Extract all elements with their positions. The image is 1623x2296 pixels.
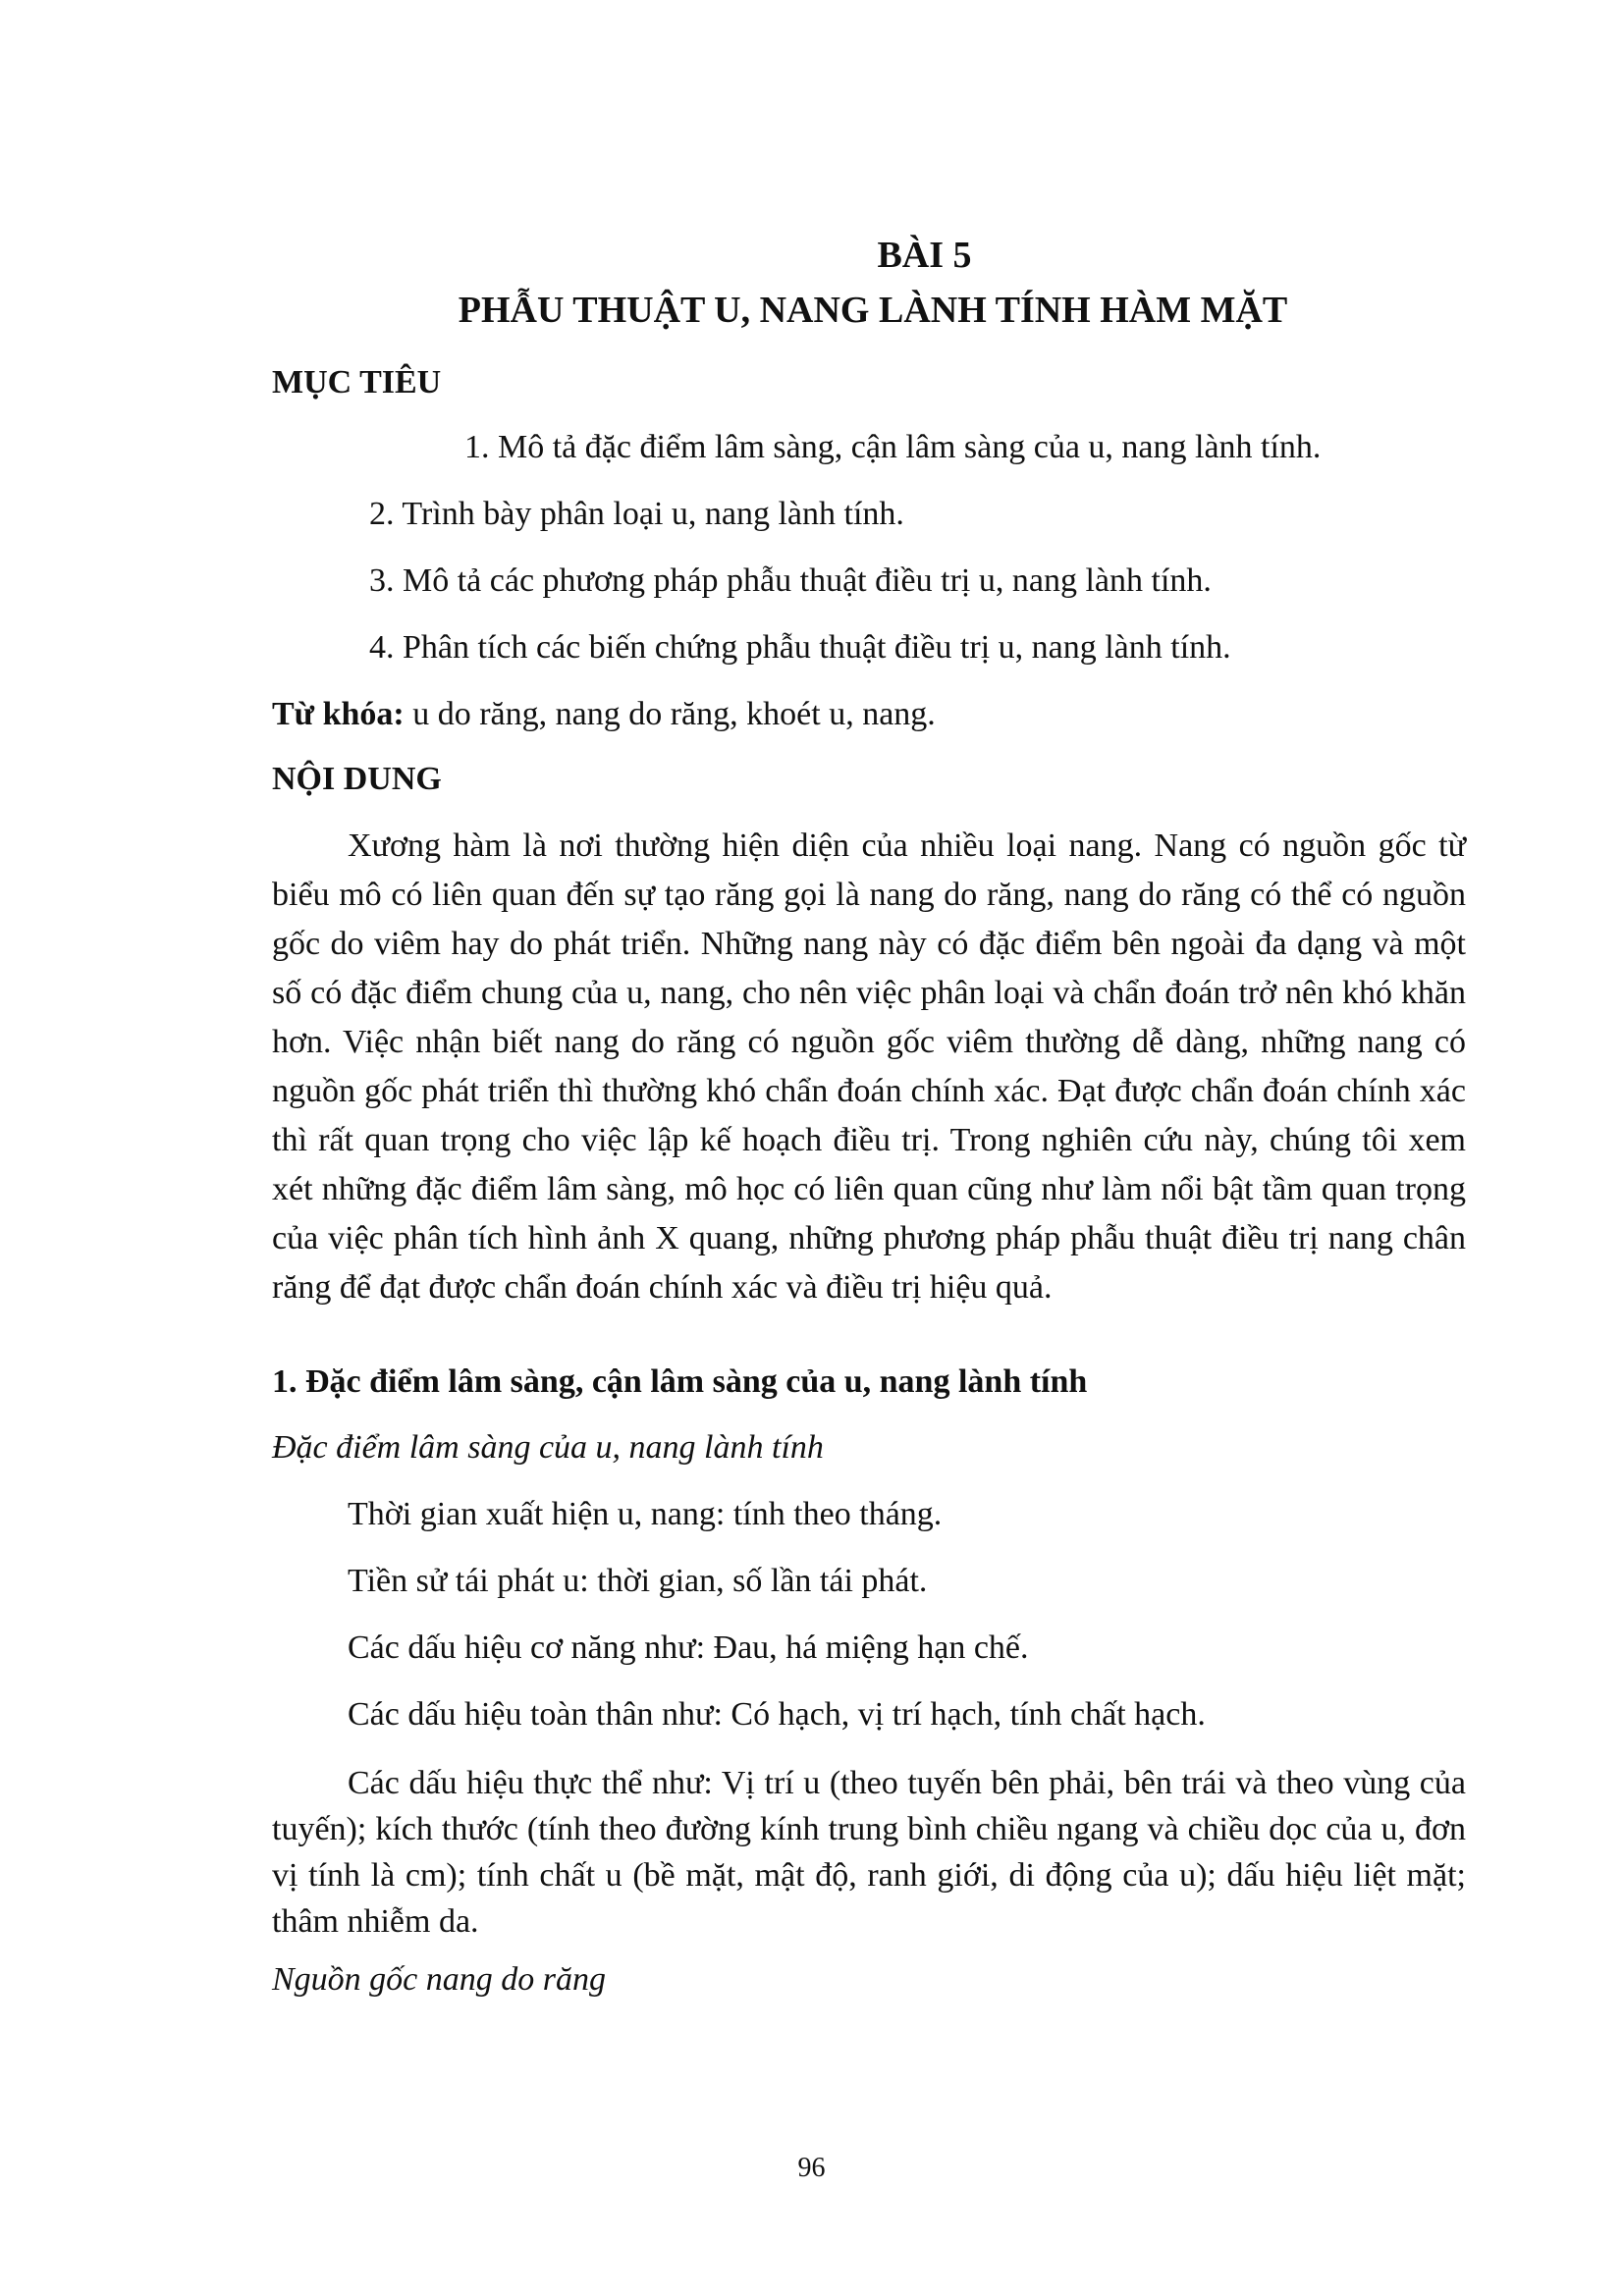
lesson-number: BÀI 5	[877, 235, 972, 276]
clinical-line: Tiền sử tái phát u: thời gian, số lần tái phát.	[348, 1563, 928, 1599]
intro-paragraph: Xương hàm là nơi thường hiện diện của nhiều loại nang. Nang có nguồn gốc từ biểu mô có liên quan đến sự tạo răng gọi là nang do răng, nang do răng có thể có nguồn gốc do viêm hay do phát triển. Những nang này có đặc điểm bên ngoài đa dạng và một số có đặc điểm chung của u, nang, cho nên việc phân loại và chẩn đoán trở nên khó khăn hơn. Việc nhận biết nang do răng có nguồn gốc viêm thường dễ dàng, những nang có nguồn gốc phát triển thì thường khó chẩn đoán chính xác. Đạt được chẩn đoán chính xác thì rất quan trọng cho việc lập kế hoạch điều trị. Trong nghiên cứu này, chúng tôi xem xét những đặc điểm lâm sàng, mô học có liên quan cũng như làm nổi bật tầm quan trọng của việc phân tích hình ảnh X quang, những phương pháp phẫu thuật điều trị nang chân răng để đạt được chẩn đoán chính xác và điều trị hiệu quả.	[272, 828, 1466, 1306]
objective-item: 1. Mô tả đặc điểm lâm sàng, cận lâm sàng của u, nang lành tính.	[464, 429, 1322, 465]
page-number: 96	[797, 2153, 826, 2183]
keywords-label: Từ khóa:	[272, 696, 405, 732]
keywords-line	[272, 696, 936, 733]
section-1-heading: 1. Đặc điểm lâm sàng, cận lâm sàng của u, nang lành tính	[272, 1363, 1088, 1400]
content-heading: NỘI DUNG	[272, 761, 442, 797]
objective-item: 3. Mô tả các phương pháp phẫu thuật điều trị u, nang lành tính.	[369, 562, 1212, 599]
section-1-subheading: Đặc điểm lâm sàng của u, nang lành tính	[272, 1429, 824, 1466]
objectives-heading: MỤC TIÊU	[272, 364, 442, 400]
clinical-line: Thời gian xuất hiện u, nang: tính theo tháng.	[348, 1496, 943, 1532]
physical-signs-paragraph: Các dấu hiệu thực thể như: Vị trí u (theo tuyến bên phải, bên trái và theo vùng của tuyến); kích thước (tính theo đường kính trung bình chiều ngang và chiều dọc của u, đơn vị tính là cm); tính chất u (bề mặt, mật độ, ranh giới, di động của u); dấu hiệu liệt mặt; thâm nhiễm da.	[272, 1765, 1466, 1940]
keywords-text: u do răng, nang do răng, khoét u, nang.	[404, 696, 936, 732]
lesson-title: PHẪU THUẬT U, NANG LÀNH TÍNH HÀM MẶT	[458, 290, 1288, 331]
objective-item: 2. Trình bày phân loại u, nang lành tính.	[369, 496, 904, 532]
clinical-line: Các dấu hiệu toàn thân như: Có hạch, vị trí hạch, tính chất hạch.	[348, 1696, 1206, 1733]
section-1-subheading-2: Nguồn gốc nang do răng	[272, 1961, 606, 1998]
clinical-line: Các dấu hiệu cơ năng như: Đau, há miệng hạn chế.	[348, 1629, 1029, 1666]
objective-item: 4. Phân tích các biến chứng phẫu thuật điều trị u, nang lành tính.	[369, 629, 1231, 666]
